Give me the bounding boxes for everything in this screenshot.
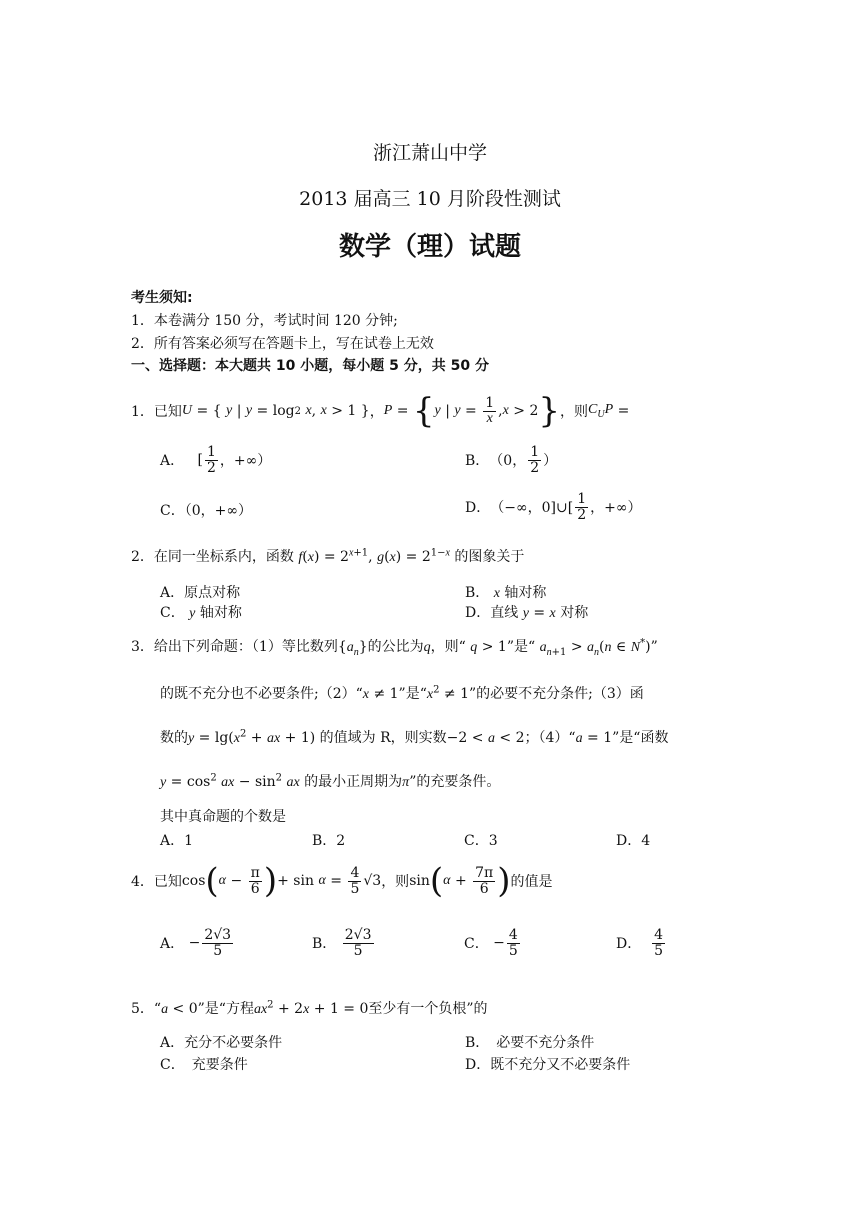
q1-option-d: D． （−∞，0]∪[ $\frac{1}{2}$ ，+∞） — [465, 491, 642, 523]
q4-option-b: B． $\frac{2√3}{5}$ — [312, 927, 372, 959]
q2-option-a: A．原点对称 — [160, 585, 241, 601]
school-name: 浙江萧山中学 — [372, 142, 487, 164]
q5-option-c: C． 充要条件 — [160, 1057, 248, 1073]
q4-option-d: D． $\frac{4}{5}$ — [616, 927, 664, 959]
q1-option-b: B． （0， $\frac{1}{2}$ ） — [465, 444, 558, 476]
q3-option-a: A．1 — [160, 833, 194, 849]
q1-complement: $C_UP$ — [588, 402, 614, 420]
q3-option-b: B．2 — [312, 833, 346, 849]
question-3-line-2: 的既不充分也不必要条件;（2）“x ≠ 1”是“$x^2 \ne 1$”的必要不充分条件;（3）函 — [160, 684, 644, 702]
question-5-stem: 5．“a < 0”是“方程$ax^2 + 2x + 1 = 0$至少有一个负根”的 — [131, 999, 488, 1017]
q2-option-b: B． x 轴对称 — [465, 585, 547, 601]
q5-option-d: D．既不充分又不必要条件 — [465, 1057, 631, 1073]
q5-option-b: B． 必要不充分条件 — [465, 1035, 595, 1051]
section-heading: 一、选择题：本大题共 10 小题，每小题 5 分，共 50 分 — [131, 358, 489, 374]
q3-option-d: D．4 — [616, 833, 651, 849]
notice-item-2: 2．所有答案必须写在答题卡上，写在试卷上无效 — [131, 336, 434, 352]
notice-heading: 考生须知: — [131, 290, 193, 306]
q2-option-c: C． y 轴对称 — [160, 605, 242, 621]
q1-option-a: A． [ $\frac{1}{2}$ ，+∞） — [160, 444, 272, 476]
q3-option-c: C．3 — [464, 833, 498, 849]
q1-option-c: C．（0，+∞） — [160, 503, 253, 519]
question-3-line-4: $y = \cos^2$ ax − $\sin^2$ ax 的最小正周期为π”的充要条件。 — [160, 772, 501, 790]
q1-set-p: P — [383, 403, 393, 418]
q1-label: 1．已知 — [131, 404, 182, 420]
q3-question: 其中真命题的个数是 — [160, 809, 286, 825]
notice-item-1: 1．本卷满分 150 分，考试时间 120 分钟; — [131, 313, 398, 329]
q1-set-u: U — [181, 403, 193, 418]
question-1-stem: 1．已知 U = { y | y = log 2 x , x > 1 } ， P = { y | y = $\frac{1}{x}$ , x > 2 } ，则 $C_UP$ = — [131, 391, 630, 431]
question-2-stem: 2．在同一坐标系内，函数 $f(x) = 2^{x+1}$, $g(x) = 2^{1-x}$ 的图象关于 — [131, 547, 525, 565]
q5-option-a: A．充分不必要条件 — [160, 1035, 283, 1051]
q4-option-a: A． − $\frac{2√3}{5}$ — [160, 927, 232, 959]
exam-title: 2013 届高三 10 月阶段性测试 — [299, 188, 561, 210]
q2-option-d: D．直线 y = x 对称 — [465, 605, 589, 621]
question-3-line-3: 数的$y = \lg(x^2$ + ax + 1) 的值域为 R，则实数−2 < a < 2；（4）“a = 1”是“函数 — [160, 728, 669, 746]
q4-option-c: C． − $\frac{4}{5}$ — [464, 927, 518, 959]
subject-title: 数学（理）试题 — [338, 232, 521, 262]
question-3-line-1: 3．给出下列命题：（1）等比数列$\{a_n\}$的公比为q，则“ q > 1”是“ $a_{n+1} > a_n(n$ ∈ N*)” — [131, 637, 658, 658]
question-4-stem: 4．已知 cos ( α − $\frac{\pi}{6}$ ) + sin α = $\frac{4}{5}$ √3 ，则 sin ( α + $\frac{7\pi}{6}$ ) 的值是 — [131, 861, 553, 901]
